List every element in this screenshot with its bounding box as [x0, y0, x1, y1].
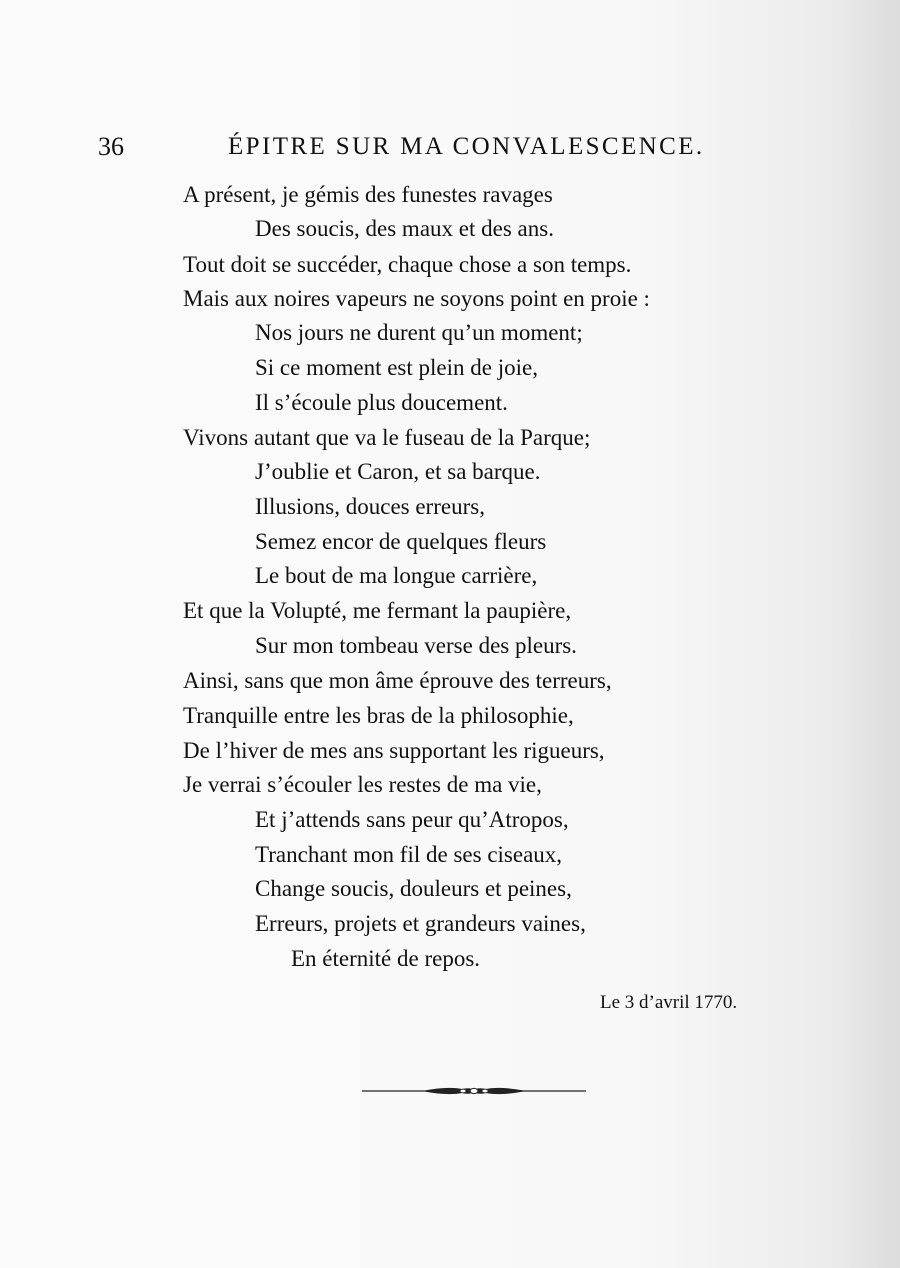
verse-line: Je verrai s’écouler les restes de ma vie, [183, 772, 542, 797]
verse-line: Tout doit se succéder, chaque chose a son temps. [183, 252, 632, 277]
verse-line: Change soucis, douleurs et peines, [255, 876, 572, 901]
page-number: 36 [98, 132, 124, 161]
verse-line: Nos jours ne durent qu’un moment; [255, 320, 583, 345]
dateline: Le 3 d’avril 1770. [600, 992, 738, 1013]
verse-line: Ainsi, sans que mon âme éprouve des terreurs, [183, 668, 612, 693]
verse-line: En éternité de repos. [291, 946, 481, 971]
verse-line: Le bout de ma longue carrière, [255, 563, 538, 588]
ornament-divider-icon [362, 1084, 586, 1098]
verse-line: Tranchant mon fil de ses ciseaux, [255, 842, 563, 867]
verse-line: Tranquille entre les bras de la philosophie, [183, 703, 574, 728]
verse-line: Et j’attends sans peur qu’Atropos, [255, 807, 569, 832]
verse-line: Erreurs, projets et grandeurs vaines, [255, 911, 586, 936]
verse-line: Semez encor de quelques fleurs [255, 529, 547, 554]
verse-line: Vivons autant que va le fuseau de la Parque; [183, 425, 591, 450]
verse-line: Des soucis, des maux et des ans. [255, 216, 554, 241]
verse-line: A présent, je gémis des funestes ravages [183, 182, 553, 207]
verse-line: De l’hiver de mes ans supportant les rigueurs, [183, 738, 605, 763]
verse-line: Et que la Volupté, me fermant la paupière, [183, 598, 572, 623]
verse-line: J’oublie et Caron, et sa barque. [255, 459, 541, 484]
verse-line: Si ce moment est plein de joie, [255, 355, 538, 380]
verse-line: Sur mon tombeau verse des pleurs. [255, 633, 577, 658]
running-title: ÉPITRE SUR MA CONVALESCENCE. [228, 133, 705, 160]
verse-line: Il s’écoule plus doucement. [255, 390, 508, 415]
verse-line: Mais aux noires vapeurs ne soyons point en proie : [183, 286, 650, 311]
verse-line: Illusions, douces erreurs, [255, 494, 485, 519]
